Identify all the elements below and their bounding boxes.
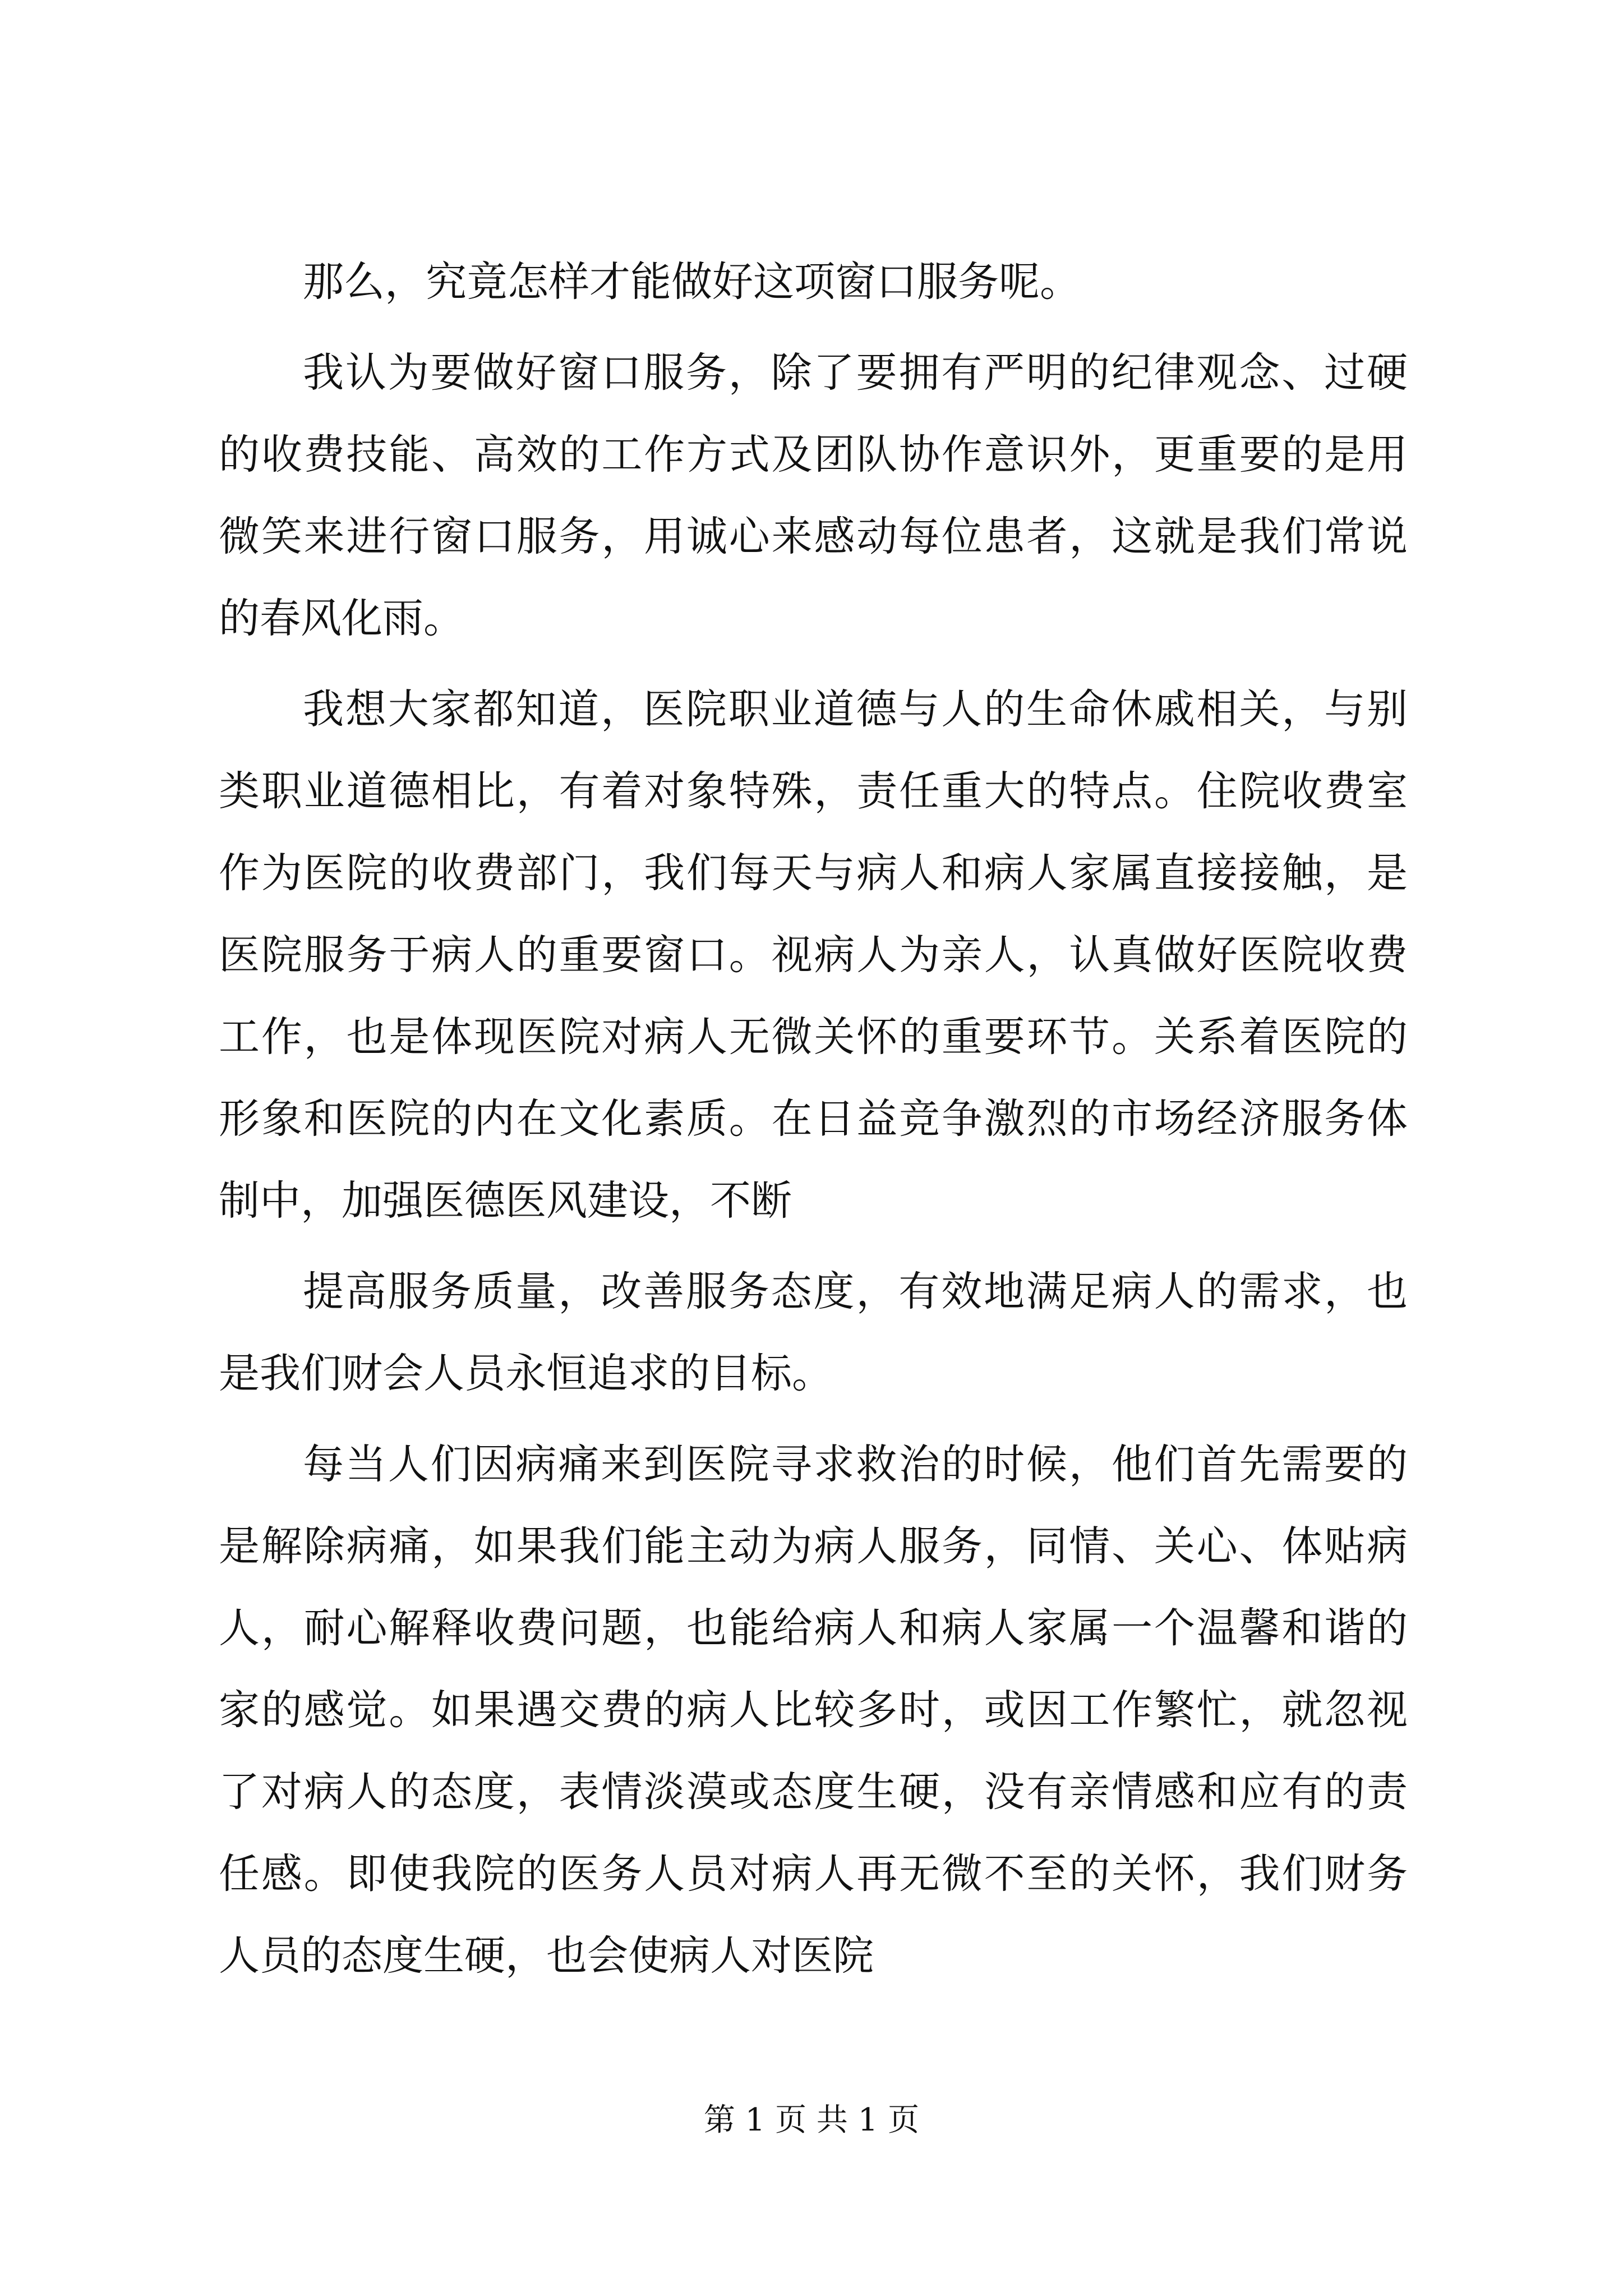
text-line: 医院服务于病人的重要窗口。视病人为亲人，认真做好医院收费 (219, 931, 1408, 979)
text-line: 我想大家都知道，医院职业道德与人的生命休戚相关，与别 (303, 685, 1408, 733)
text-line: 制中，加强医德医风建设，不断 (219, 1177, 792, 1225)
text-line: 家的感觉。如果遇交费的病人比较多时，或因工作繁忙，就忽视 (219, 1686, 1408, 1734)
paragraph (219, 241, 1408, 323)
text-line: 作为医院的收费部门，我们每天与病人和病人家属直接接触，是 (219, 849, 1408, 897)
paragraph (219, 1424, 1408, 1997)
text-line: 人，耐心解释收费问题，也能给病人和病人家属一个温馨和谐的 (219, 1604, 1408, 1652)
text-line: 人员的态度生硬，也会使病人对医院 (219, 1932, 874, 1980)
paragraph (219, 332, 1408, 660)
page-footer (0, 2101, 1623, 2140)
text-line: 的春风化雨。 (219, 595, 464, 642)
page-number-label: 第 1 页 共 1 页 (703, 2102, 920, 2138)
text-line: 的收费技能、高效的工作方式及团队协作意识外，更重要的是用 (219, 431, 1408, 478)
text-line: 每当人们因病痛来到医院寻求救治的时候，他们首先需要的 (303, 1441, 1408, 1488)
document-body (219, 241, 1408, 1997)
text-line: 是解除病痛，如果我们能主动为病人服务，同情、关心、体贴病 (219, 1522, 1408, 1570)
text-line: 类职业道德相比，有着对象特殊，责任重大的特点。住院收费室 (219, 767, 1408, 815)
paragraph (219, 1251, 1408, 1415)
text-line: 提高服务质量，改善服务态度，有效地满足病人的需求，也 (303, 1268, 1408, 1315)
text-line: 工作，也是体现医院对病人无微关怀的重要环节。关系着医院的 (219, 1013, 1408, 1061)
text-line: 那么，究竟怎样才能做好这项窗口服务呢。 (303, 258, 1081, 306)
text-line: 了对病人的态度，表情淡漠或态度生硬，没有亲情感和应有的责 (219, 1768, 1408, 1816)
paragraph (219, 669, 1408, 1242)
text-line: 微笑来进行窗口服务，用诚心来感动每位患者，这就是我们常说 (219, 513, 1408, 560)
text-line: 是我们财会人员永恒追求的目标。 (219, 1350, 833, 1397)
text-line: 我认为要做好窗口服务，除了要拥有严明的纪律观念、过硬 (303, 349, 1408, 397)
text-line: 任感。即使我院的医务人员对病人再无微不至的关怀，我们财务 (219, 1850, 1408, 1898)
text-line: 形象和医院的内在文化素质。在日益竞争激烈的市场经济服务体 (219, 1095, 1408, 1143)
